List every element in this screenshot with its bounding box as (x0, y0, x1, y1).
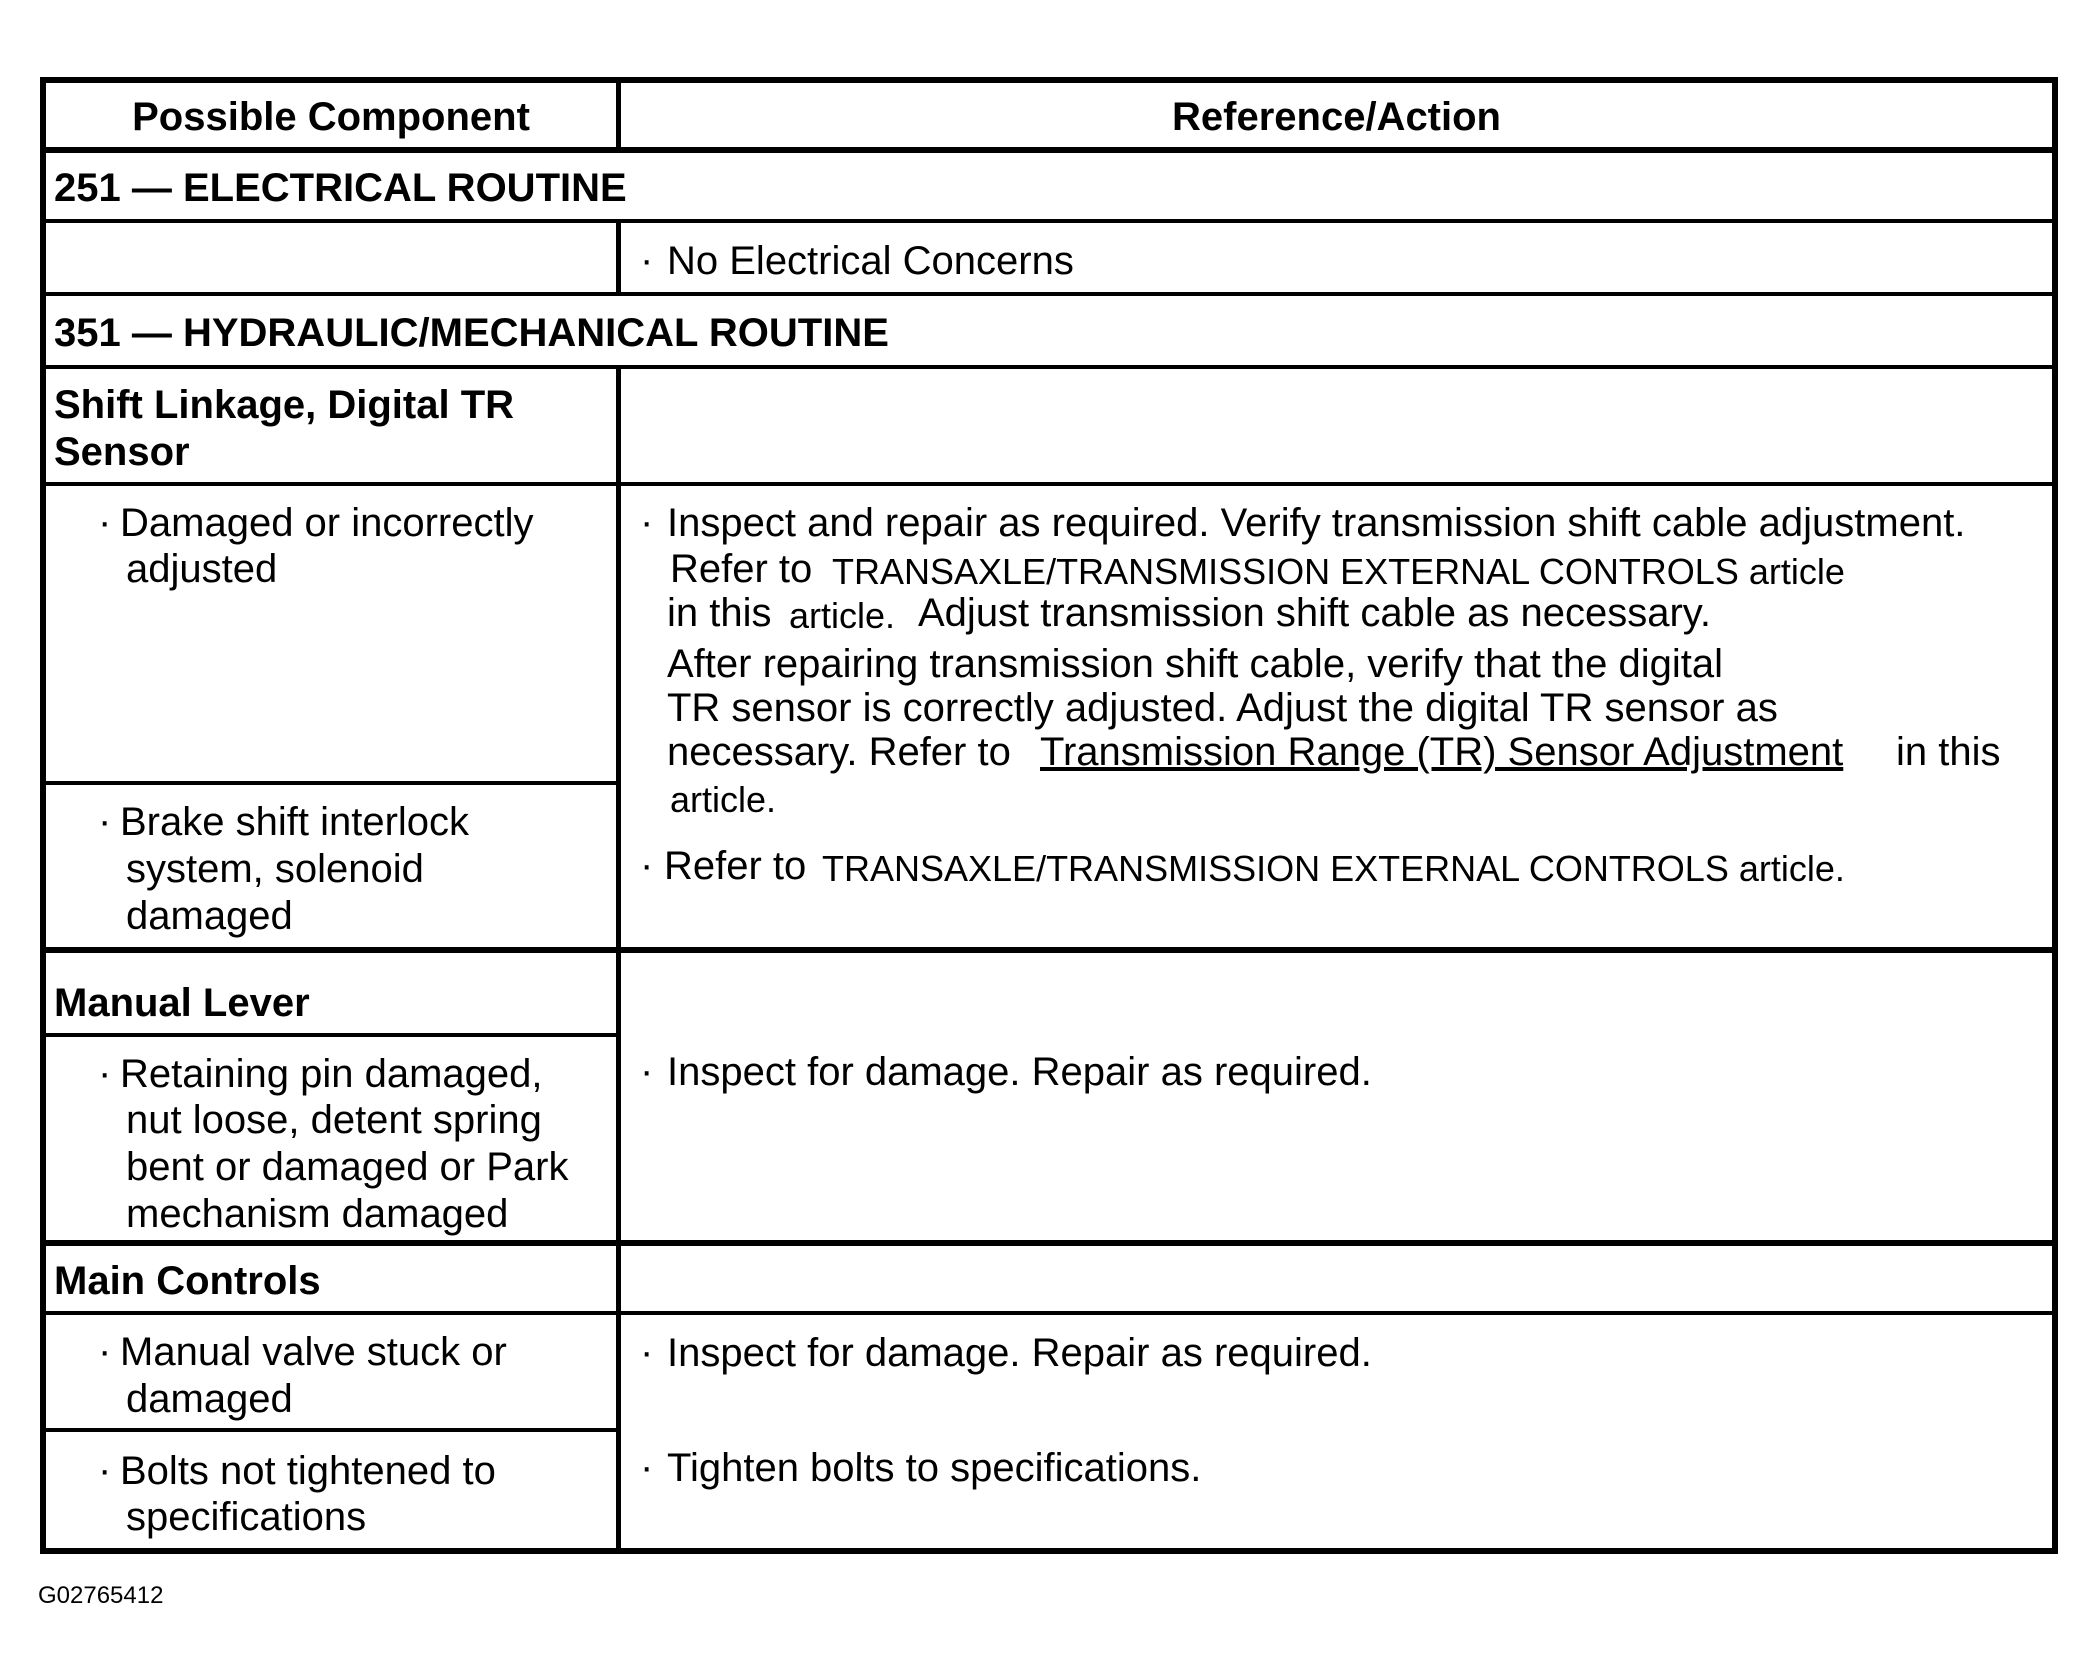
bullet-icon: · (640, 1330, 654, 1374)
bullet-icon: · (98, 1448, 112, 1492)
group-shift-linkage-line2: Sensor (54, 430, 190, 474)
bullet-icon: · (640, 500, 654, 544)
group-main-controls: Main Controls (54, 1259, 321, 1303)
item-manual-valve-line1: Manual valve stuck or (120, 1330, 507, 1374)
item-bolts-line2: specifications (126, 1495, 367, 1539)
rule-under-manual-block (40, 1240, 2058, 1246)
bullet-icon: · (98, 1051, 112, 1095)
action-line5: TR sensor is correctly adjusted. Adjust the digital TR sensor as (667, 686, 1778, 730)
action-line6b: in this (1896, 730, 2001, 774)
figure-id: G02765412 (38, 1582, 164, 1609)
action-line7: article. (670, 779, 777, 820)
rule-under-electrical (40, 219, 2058, 223)
bullet-icon: · (640, 1445, 654, 1489)
item-brake-interlock-line3: damaged (126, 894, 293, 938)
action-manual-valve: Inspect for damage. Repair as required. (667, 1331, 1372, 1375)
bullet-icon: · (98, 500, 112, 544)
header-possible-component: Possible Component (132, 95, 530, 139)
section-title-hydraulic: 351 — HYDRAULIC/MECHANICAL ROUTINE (54, 311, 889, 355)
rule-under-shift-linkage (40, 482, 2058, 486)
divider-main (616, 365, 621, 1554)
action-tighten-bolts: Tighten bolts to specifications. (667, 1446, 1202, 1490)
item-retaining-pin-line1: Retaining pin damaged, (120, 1052, 543, 1096)
item-damaged-line2: adjusted (126, 547, 278, 591)
bullet-icon: · (640, 238, 654, 282)
item-retaining-pin-line4: mechanism damaged (126, 1192, 509, 1236)
action-refer-line2a: Refer to (670, 547, 813, 591)
item-brake-interlock-line1: Brake shift interlock (120, 800, 470, 844)
item-brake-interlock-line2: system, solenoid (126, 847, 424, 891)
item-retaining-pin-line3: bent or damaged or Park (126, 1145, 569, 1189)
divider-no-concerns (616, 219, 621, 296)
rule-under-main-controls (40, 1311, 2058, 1315)
action-line6a: necessary. Refer to (667, 730, 1011, 774)
item-manual-valve-line2: damaged (126, 1377, 293, 1421)
action-refer-external-b: TRANSAXLE/TRANSMISSION EXTERNAL CONTROLS article. (822, 848, 1845, 889)
bullet-icon: · (640, 1049, 654, 1093)
rule-under-manual-lever (40, 1033, 621, 1037)
action-refer-line2b: TRANSAXLE/TRANSMISSION EXTERNAL CONTROLS article (832, 551, 1845, 592)
item-retaining-pin-line2: nut loose, detent spring (126, 1098, 542, 1142)
item-bolts-line1: Bolts not tightened to (120, 1449, 496, 1493)
rule-under-shift-block (40, 947, 2058, 953)
tr-sensor-adjustment-link[interactable]: Transmission Range (TR) Sensor Adjustment (1040, 730, 1844, 774)
bullet-icon: · (640, 843, 654, 887)
action-line3b: article. (789, 595, 896, 636)
action-no-electrical-concerns: No Electrical Concerns (667, 239, 1074, 283)
action-refer-external-a: Refer to (664, 844, 807, 888)
section-title-electrical: 251 — ELECTRICAL ROUTINE (54, 166, 627, 210)
action-line3a: in this (667, 591, 772, 635)
action-manual-lever: Inspect for damage. Repair as required. (667, 1050, 1372, 1094)
bullet-icon: · (98, 799, 112, 843)
item-damaged-line1: Damaged or incorrectly (120, 501, 534, 545)
rule-under-no-concerns (40, 292, 2058, 296)
action-line3c: Adjust transmission shift cable as necessary. (918, 591, 1711, 635)
action-inspect-repair-line1: Inspect and repair as required. Verify transmission shift cable adjustment. (667, 501, 1966, 545)
rule-under-manual-valve (40, 1428, 621, 1432)
header-reference-action: Reference/Action (1172, 95, 1501, 139)
group-manual-lever: Manual Lever (54, 981, 310, 1025)
bullet-icon: · (98, 1329, 112, 1373)
group-shift-linkage-line1: Shift Linkage, Digital TR (54, 383, 515, 427)
rule-under-header (40, 147, 2058, 153)
rule-under-item-damaged (40, 781, 621, 785)
action-line4: After repairing transmission shift cable, verify that the digital (667, 642, 1724, 686)
rule-under-hydraulic (40, 365, 2058, 369)
